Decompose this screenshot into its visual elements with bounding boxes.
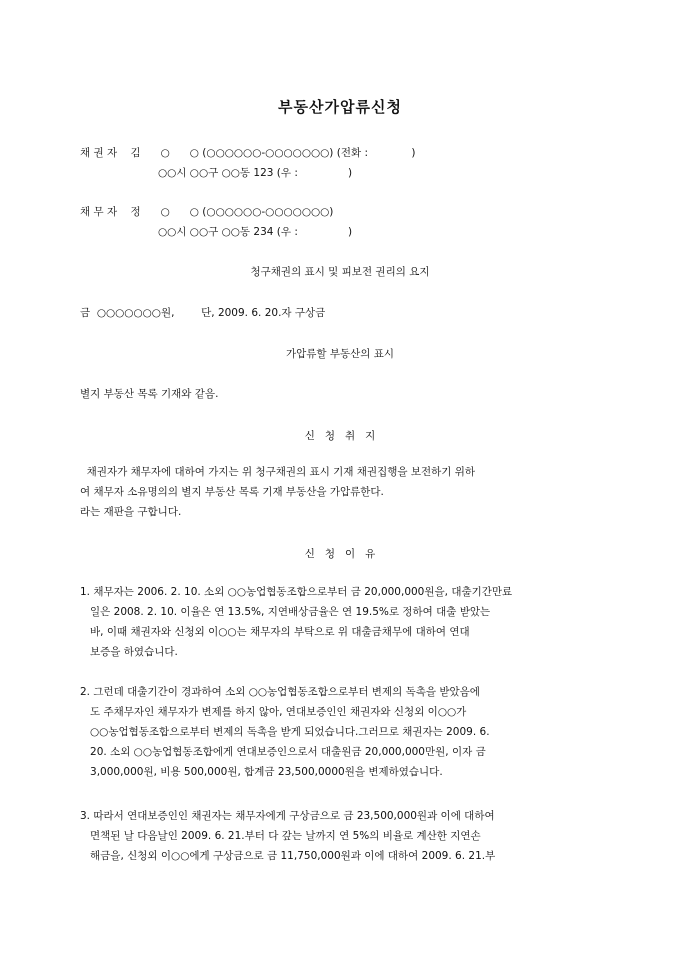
reason-line: 해금을, 신청외 이○○에게 구상금으로 금 11,750,000원과 이에 대하여 2009. 6. 21.부 [80, 850, 496, 862]
claim-line: 금 ○○○○○○○원, 단, 2009. 6. 20.자 구상금 [80, 307, 326, 319]
reason-line: 20. 소외 ○○농업협동조합에게 연대보증인으로서 대출원금 20,000,000만원, 이자 금 [80, 746, 486, 758]
reason-line: 1. 채무자는 2006. 2. 10. 소외 ○○농업협동조합으로부터 금 20,000,000원을, 대출기간만료 [80, 586, 513, 598]
reason-1 [80, 582, 602, 662]
reason-line: 3,000,000원, 비용 500,000원, 합계금 23,500,0000원을 변제하였습니다. [80, 766, 443, 778]
reason-line: 보증을 하였습니다. [80, 646, 178, 658]
reason-line: 바, 이때 채권자와 신청외 이○○는 채무자의 부탁으로 위 대출금채무에 대하여 연대 [80, 626, 470, 638]
reason-2 [80, 682, 602, 782]
purpose-line: 채권자가 채무자에 대하여 가지는 위 청구채권의 표시 기재 채권집행을 보전하기 위하 [80, 466, 476, 478]
creditor-line: 채 권 자 김 ○ ○ (○○○○○○-○○○○○○○) (전화 : ) [80, 147, 416, 159]
reason-line: 일은 2008. 2. 10. 이율은 연 13.5%, 지연배상금율은 연 19.5%로 정하여 대출 받았는 [80, 606, 491, 618]
purpose-line: 라는 재판을 구합니다. [80, 506, 182, 518]
debtor-line: 채 무 자 정 ○ ○ (○○○○○○-○○○○○○○) [80, 206, 334, 218]
property-line: 별지 부동산 목록 기재와 같음. [80, 388, 219, 400]
creditor-address: ○○시 ○○구 ○○동 123 (우 : ) [158, 167, 353, 179]
reason-3 [80, 806, 602, 866]
claim-heading: 청구채권의 표시 및 피보전 권리의 요지 [250, 266, 430, 278]
purpose-line: 여 채무자 소유명의의 별지 부동산 목록 기재 부동산을 가압류한다. [80, 486, 384, 498]
purpose-heading: 신 청 취 지 [304, 430, 376, 442]
reason-line: 2. 그런데 대출기간이 경과하여 소외 ○○농업협동조합으로부터 변제의 독촉을 받았음에 [80, 686, 480, 698]
reason-line: 3. 따라서 연대보증인인 채권자는 채무자에게 구상금으로 금 23,500,000원과 이에 대하여 [80, 810, 495, 822]
reason-line: 도 주채무자인 채무자가 변제를 하지 않아, 연대보증인인 채권자와 신청외 이○○가 [80, 706, 467, 718]
reason-heading: 신 청 이 유 [304, 548, 376, 560]
reason-line: ○○농업협동조합으로부터 변제의 독촉을 받게 되었습니다.그러므로 채권자는 2009. 6. [80, 726, 490, 738]
document-title: 부동산가압류신청 [278, 98, 402, 116]
purpose-paragraph [80, 462, 602, 522]
property-heading: 가압류할 부동산의 표시 [285, 348, 395, 360]
reason-line: 면책된 날 다음날인 2009. 6. 21.부터 다 갚는 날까지 연 5%의 비율로 계산한 지연손 [80, 830, 481, 842]
debtor-address: ○○시 ○○구 ○○동 234 (우 : ) [158, 226, 353, 238]
